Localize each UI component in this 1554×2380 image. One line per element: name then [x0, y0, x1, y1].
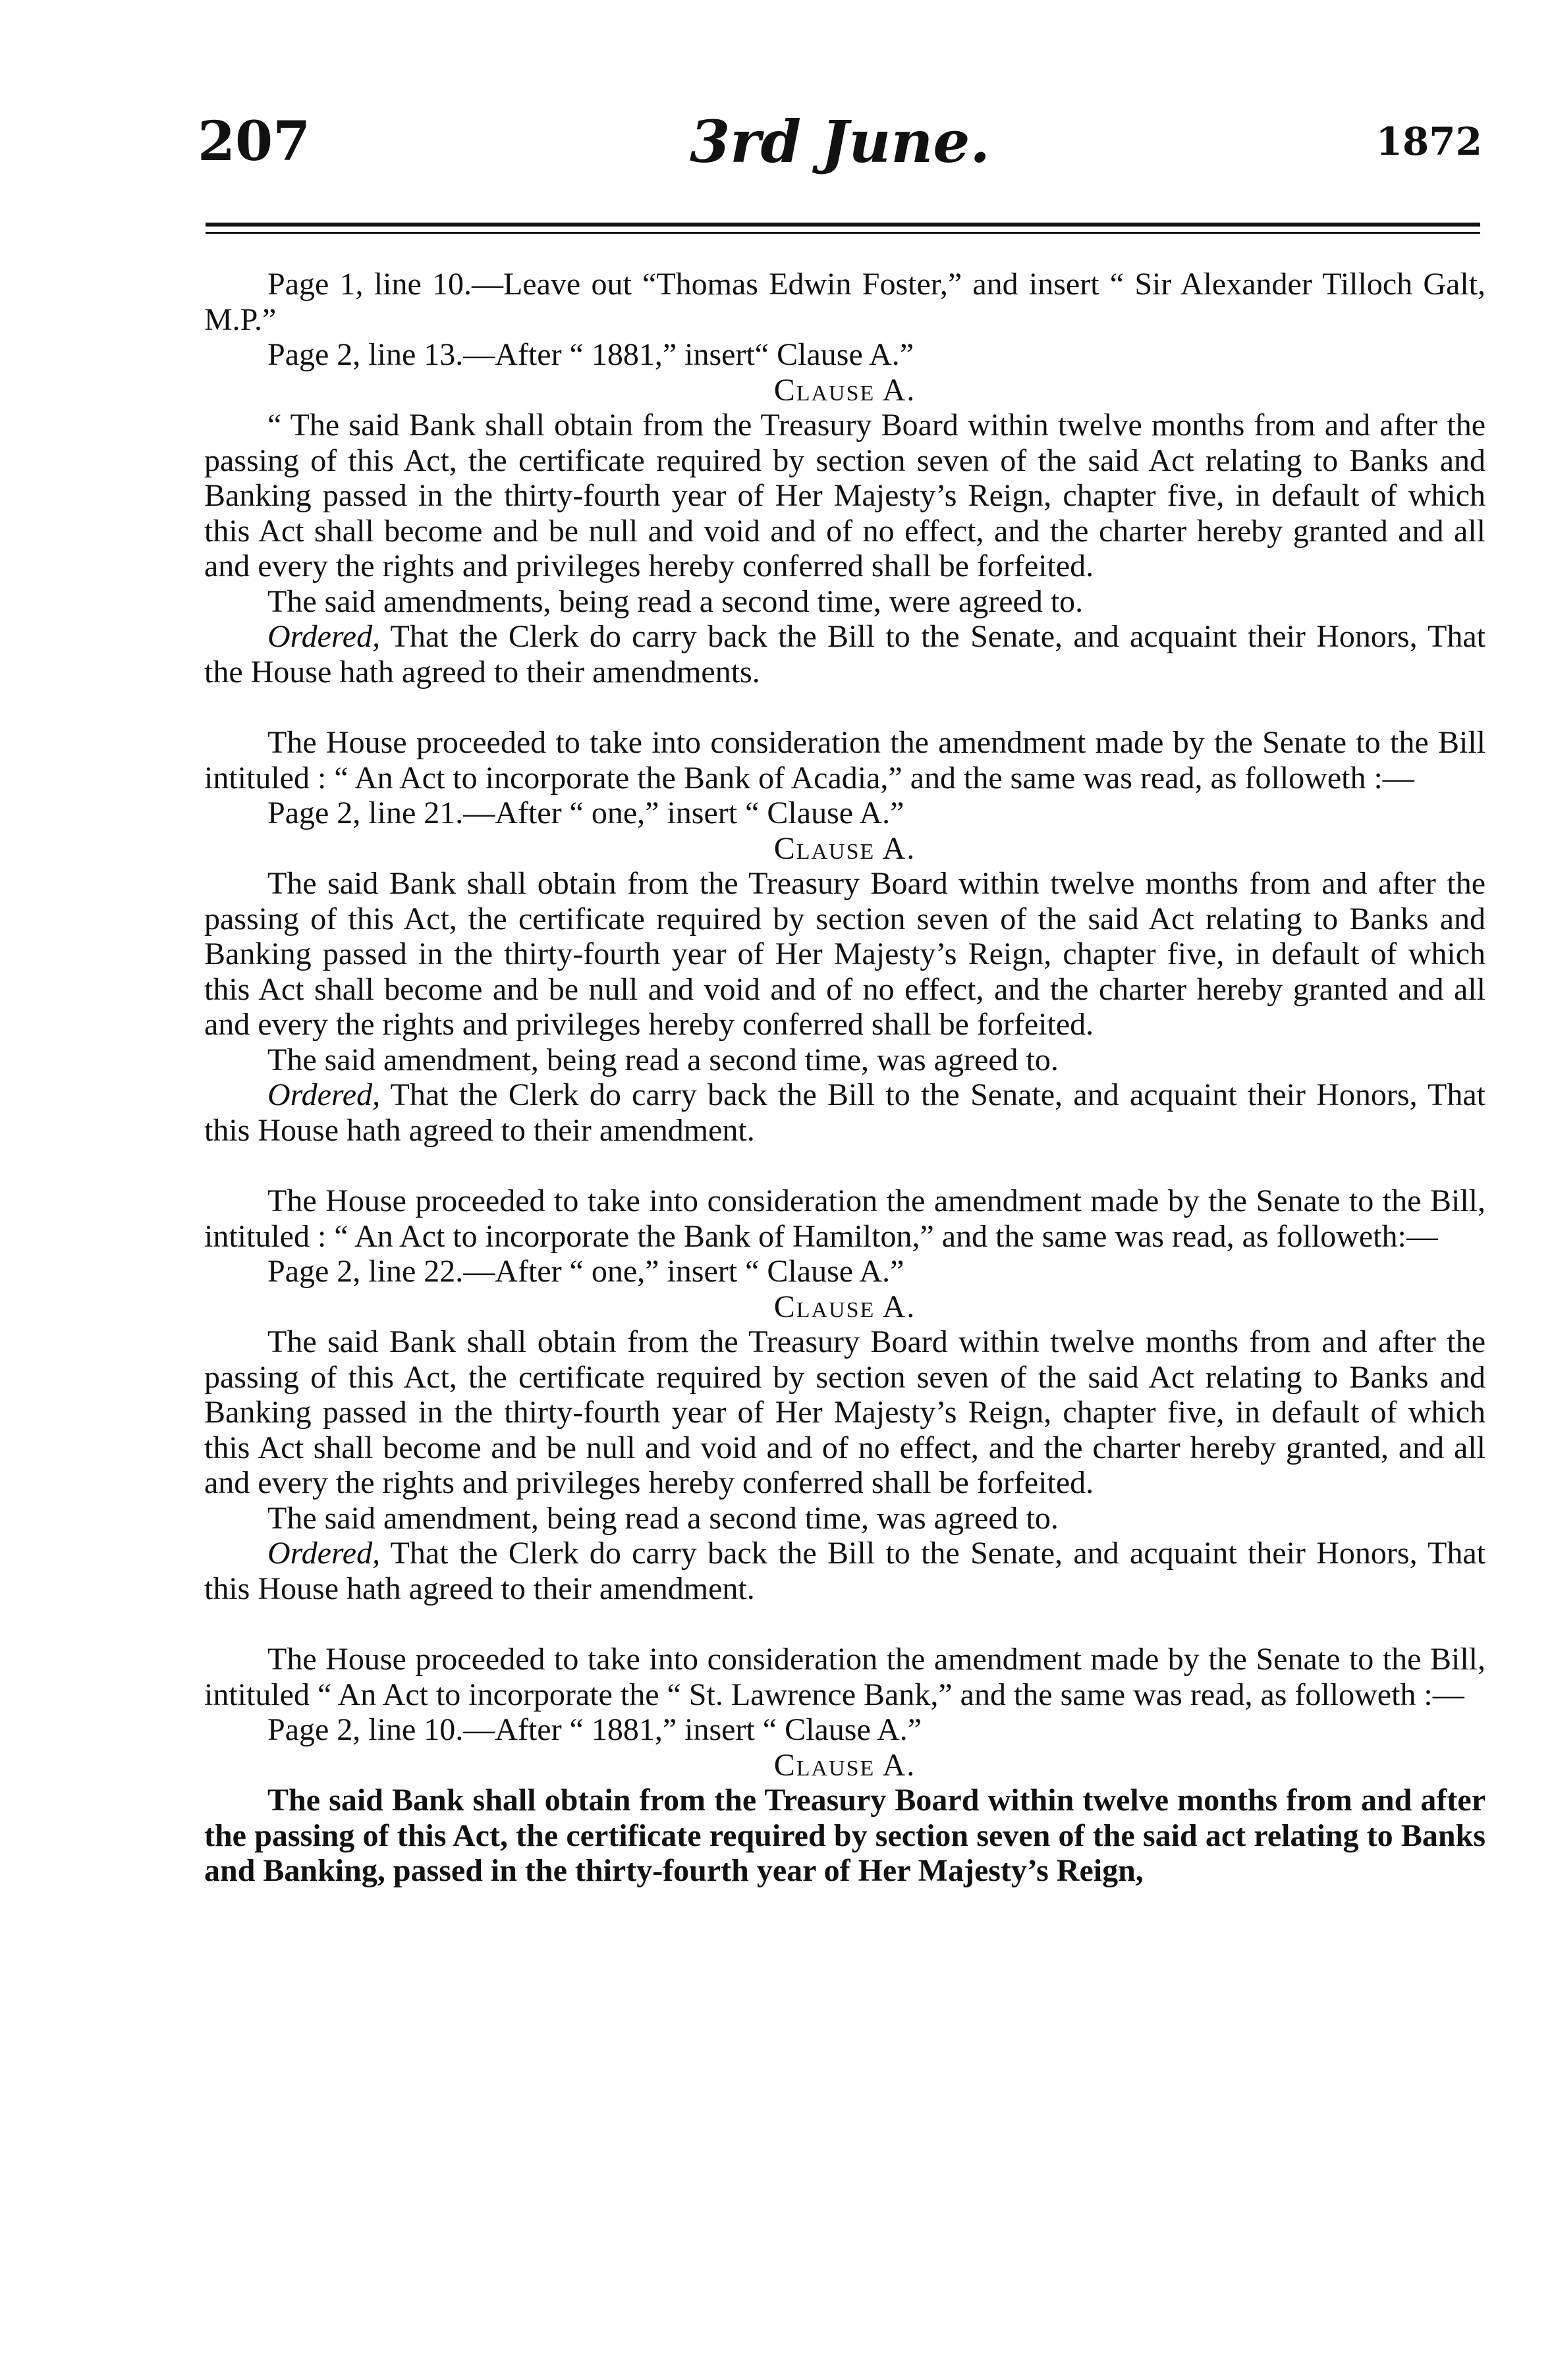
- clause-text: The said Bank shall obtain from the Treasury Board within twelve months from and after the passing of this Act, the certificate required by section seven of the said Act relating to Banks and Banking passed in the thirty-fourth year of Her Majesty’s Reign, chapter five, in default of which this Act shall become and be null and void and of no effect, and the charter hereby granted, and all and every the rights and privileges hereby conferred shall be forfeited.: [204, 1324, 1485, 1500]
- amendment-page1: Page 1, line 10.—Leave out “Thomas Edwin Foster,” and insert “ Sir Alexander Tilloch Galt, M.P.”: [204, 267, 1485, 337]
- running-year: 1872: [1375, 119, 1482, 164]
- agreed-paragraph: The said amendment, being read a second time, was agreed to.: [267, 1500, 1059, 1536]
- page-line-paragraph: Page 2, line 10.—After “ 1881,” insert “ Clause A.”: [267, 1712, 922, 1747]
- clause-heading: Clause A.: [773, 1747, 916, 1783]
- clause-text: The said Bank shall obtain from the Treasury Board within twelve months from and after the passing of this Act, the certificate required by section seven of the said act relating to Banks and Banking, passed in the thirty-fourth year of Her Majesty’s Reign,: [204, 1783, 1485, 1888]
- ordered-paragraph: [204, 1077, 1485, 1148]
- header-rule-thin: [206, 232, 1480, 234]
- ordered-text: That the Clerk do carry back the Bill to the Senate, and acquaint their Honors, That this House hath agreed to their amendment.: [204, 1536, 1485, 1606]
- ordered-text: That the Clerk do carry back the Bill to the Senate, and acquaint their Honors, That this House hath agreed to their amendment.: [204, 1077, 1485, 1148]
- proceeded-paragraph: The House proceeded to take into consideration the amendment made by the Senate to the Bill intituled : “ An Act to incorporate the Bank of Acadia,” and the same was read, as followeth :—: [204, 725, 1485, 796]
- clause-heading: Clause A.: [773, 372, 916, 408]
- proceeded-paragraph: The House proceeded to take into consideration the amendment made by the Senate to the Bill, intituled “ An Act to incorporate the “ St. Lawrence Bank,” and the same was read, as followeth :—: [204, 1642, 1485, 1712]
- clause-text: “ The said Bank shall obtain from the Treasury Board within twelve months from and after the passing of this Act, the certificate required by section seven of the said Act relating to Banks and Banking passed in the thirty-fourth year of Her Majesty’s Reign, chapter five, in default of which this Act shall become and be null and void and of no effect, and the charter hereby granted and all and every the rights and privileges hereby conferred shall be forfeited.: [204, 408, 1485, 583]
- ordered-word: Ordered,: [267, 1077, 381, 1112]
- ordered-paragraph: [204, 1536, 1485, 1606]
- ordered-text: That the Clerk do carry back the Bill to the Senate, and acquaint their Honors, That the House hath agreed to their amendments.: [204, 619, 1485, 690]
- page-line-paragraph: Page 2, line 21.—After “ one,” insert “ Clause A.”: [267, 796, 904, 830]
- ordered-word: Ordered,: [267, 1536, 381, 1571]
- ordered-paragraph: [204, 619, 1485, 690]
- running-title-date: 3rd June.: [690, 107, 990, 176]
- clause-heading: Clause A.: [773, 830, 916, 866]
- page-line-paragraph: Page 2, line 22.—After “ one,” insert “ Clause A.”: [267, 1254, 904, 1289]
- clause-text: The said Bank shall obtain from the Treasury Board within twelve months from and after the passing of this Act, the certificate required by section seven of the said Act relating to Banks and Banking passed in the thirty-fourth year of Her Majesty’s Reign, chapter five, in default of which this Act shall become and be null and void and of no effect, and the charter hereby granted and all and every the rights and privileges hereby conferred shall be forfeited.: [204, 866, 1485, 1042]
- body-text: [204, 267, 1485, 1889]
- header-rule-thick: [206, 223, 1480, 227]
- running-head: [198, 105, 1482, 178]
- agreed-paragraph: The said amendments, being read a second time, were agreed to.: [267, 583, 1084, 619]
- ordered-word: Ordered,: [267, 619, 381, 654]
- amendment-page2: Page 2, line 13.—After “ 1881,” insert“ Clause A.”: [267, 337, 914, 372]
- proceeded-paragraph: The House proceeded to take into consideration the amendment made by the Senate to the Bill, intituled : “ An Act to incorporate the Bank of Hamilton,” and the same was read, as followeth:—: [204, 1183, 1485, 1254]
- page-number: 207: [198, 110, 311, 173]
- agreed-paragraph: The said amendment, being read a second time, was agreed to.: [267, 1042, 1059, 1077]
- clause-heading: Clause A.: [773, 1289, 916, 1324]
